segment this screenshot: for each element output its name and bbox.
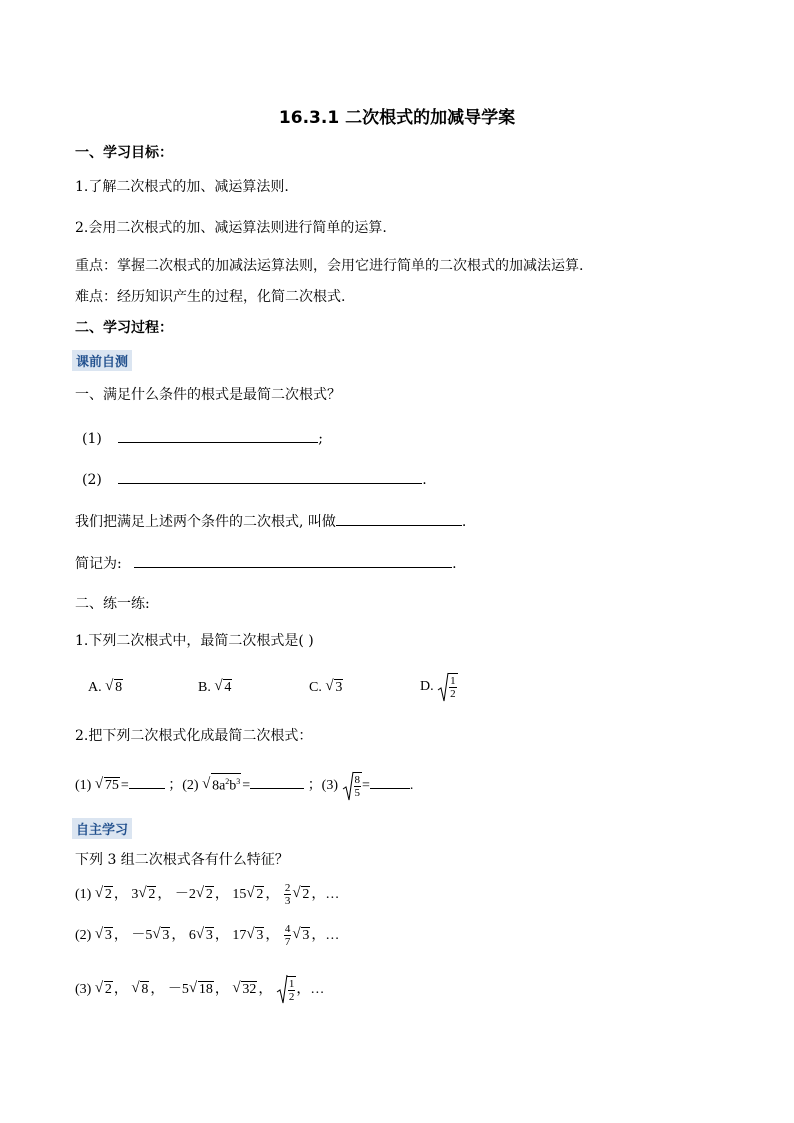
group-1-term-3: －2 √ 2 (174, 885, 213, 902)
option-d-radical: $\frac{1}{2}$ (437, 672, 458, 702)
simplify-2-radical: √ $8a^2b^3$ (202, 771, 241, 801)
definition-line (75, 511, 466, 532)
blank-2-label: (2) (82, 472, 102, 488)
section-heading-process: 二、学习过程： (75, 320, 173, 336)
simplify-2-blank[interactable] (250, 774, 304, 789)
goal-1: 1.了解二次根式的加、减运算法则. (75, 179, 289, 195)
group-1-label: (1) (75, 887, 92, 902)
group-2-term-2: －5 √ 3 (131, 926, 170, 943)
simplify-problems: (1) √ 75 = ；(2) √ $8a^2b^3$ = ；(3) $\frac{8}{5}$ = . (75, 771, 413, 801)
goal-2: 2.会用二次根式的加、减运算法则进行简单的运算. (75, 220, 387, 236)
difficult-point: 难点：经历知识产生的过程，化简二次根式. (75, 289, 346, 305)
option-a (88, 678, 124, 698)
group-3-term-2: √ 8 (131, 980, 149, 998)
definition-text: 我们把满足上述两个条件的二次根式, 叫做 (75, 514, 336, 530)
simplify-3-blank[interactable] (370, 774, 410, 789)
group-1-term-2: 3 √ 2 (131, 885, 156, 902)
blank-1-end: ; (318, 431, 324, 447)
short-name-text: 简记为: (75, 556, 122, 572)
group-2: (2) √ 3 ， －5 √ 3 ， 6 √ 3 ， 17 √ 3 ， $\frac{4}{7}$ √ 3 ，… (75, 921, 339, 951)
option-b (198, 678, 233, 698)
multiple-choice-question: 1.下列二次根式中，最简二次根式是( ) (75, 633, 314, 649)
option-d-label: D. (420, 679, 434, 695)
group-2-term-3: 6 √ 3 (188, 926, 213, 943)
group-2-term-1: √ 3 (94, 926, 112, 943)
definition-blank[interactable] (336, 511, 462, 526)
blank-line-2 (82, 469, 427, 490)
question-simplest-radical: 一、满足什么条件的根式是最简二次根式？ (75, 387, 341, 403)
self-study-question: 下列 3 组二次根式各有什么特征？ (75, 852, 289, 868)
answer-blank-2[interactable] (118, 469, 422, 484)
group-2-term-5: $\frac{4}{7}$ √ 3 (284, 923, 310, 949)
group-1-term-1: √ 2 (94, 885, 112, 902)
option-d (420, 672, 458, 702)
simplify-1-label: (1) (75, 778, 92, 794)
simplify-question: 2.把下列二次根式化成最简二次根式： (75, 728, 313, 744)
short-name-blank[interactable] (134, 553, 452, 568)
blank-2-end: . (422, 472, 427, 488)
option-a-label: A. (88, 680, 102, 695)
answer-blank-1[interactable] (118, 428, 318, 443)
short-name-line (75, 553, 457, 574)
option-b-label: B. (198, 680, 211, 695)
simplify-1-radical: √ 75 (94, 776, 119, 794)
practice-heading: 二、练一练: (75, 596, 150, 612)
group-2-term-4: 17 √ 3 (232, 926, 264, 943)
group-1-term-4: 15 √ 2 (232, 885, 264, 902)
blank-1-label: (1) (82, 431, 102, 447)
definition-end: . (461, 514, 467, 530)
tag-pre-test: 课前自测 (72, 350, 132, 371)
key-point: 重点：掌握二次根式的加减法运算法则，会用它进行简单的二次根式的加减法运算. (75, 258, 584, 274)
group-3-term-3: －5 √ 18 (167, 980, 213, 998)
simplify-2-label: ；(2) (168, 778, 199, 794)
section-heading-goals: 一、学习目标： (75, 145, 173, 161)
option-c-radical: √ 3 (325, 678, 343, 695)
page-title: 16.3.1 二次根式的加减导学案 (278, 108, 516, 128)
group-1-term-5: $\frac{2}{3}$ √ 2 (284, 882, 310, 908)
option-c (309, 678, 344, 698)
group-3-term-1: √ 2 (94, 980, 112, 998)
short-name-end: . (452, 556, 457, 572)
group-1: (1) √ 2 ， 3 √ 2 ， －2 √ 2 ， 15 √ 2 ， $\frac{2}{3}$ √ 2 ，… (75, 880, 339, 910)
group-3-term-5: $\frac{1}{2}$ (276, 974, 297, 1006)
option-b-radical: √ 4 (214, 678, 232, 695)
group-2-label: (2) (75, 928, 92, 943)
simplify-3-label: ；(3) (307, 778, 339, 794)
simplify-3-radical: $\frac{8}{5}$ (342, 771, 363, 801)
blank-line-1 (82, 428, 323, 449)
group-3-label: (3) (75, 982, 92, 998)
simplify-1-blank[interactable] (129, 774, 165, 789)
group-3: (3) √ 2 ， √ 8 ， －5 √ 18 ， √ 32 ， $\frac{1}{2}$ ，… (75, 974, 324, 1006)
option-c-label: C. (309, 680, 322, 695)
option-a-radical: √ 8 (105, 678, 123, 695)
group-3-term-4: √ 32 (232, 980, 257, 998)
tag-self-study: 自主学习 (72, 818, 132, 839)
